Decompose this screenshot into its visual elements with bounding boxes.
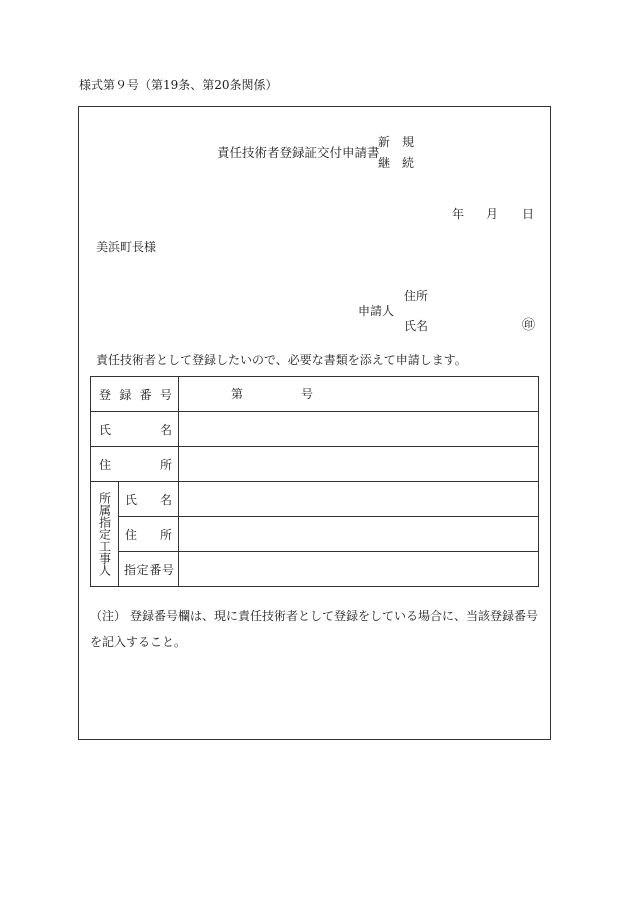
label-char: 定 xyxy=(136,562,149,577)
table-row xyxy=(91,377,539,412)
name-field[interactable] xyxy=(179,412,539,447)
designation-number-label-cell xyxy=(119,552,179,587)
registration-number-field[interactable] xyxy=(179,377,539,412)
contractor-label: 所属指定工事人 xyxy=(97,492,112,576)
applicant-name-label: 氏名 xyxy=(404,319,429,333)
registration-number-label xyxy=(91,386,178,403)
label-char: 号 xyxy=(159,387,172,402)
label-char: 番 xyxy=(139,387,152,402)
label-char: 号 xyxy=(161,562,174,577)
registration-number-go: 号 xyxy=(301,387,314,401)
designation-number-label xyxy=(119,561,178,578)
type-option-continue: 継 続 xyxy=(378,156,415,170)
designation-number-field[interactable] xyxy=(179,552,539,587)
table-row xyxy=(91,447,539,482)
name-label-cell xyxy=(91,412,179,447)
label-char: 番 xyxy=(149,562,162,577)
address-label-cell xyxy=(91,447,179,482)
form-title: 責任技術者登録証交付申請書 xyxy=(217,145,380,160)
date-year: 年 xyxy=(452,207,465,221)
addressee: 美浜町長様 xyxy=(96,240,157,254)
address-field[interactable] xyxy=(179,447,539,482)
contractor-name-label xyxy=(119,491,178,508)
applicant-address-label: 住所 xyxy=(404,289,429,303)
table-row xyxy=(91,517,539,552)
date-day: 日 xyxy=(522,207,535,221)
contractor-group-cell xyxy=(91,482,119,587)
table-row xyxy=(91,412,539,447)
label-char: 指 xyxy=(124,562,137,577)
label-char: 登 xyxy=(99,387,112,402)
date-month: 月 xyxy=(486,207,499,221)
registration-number-label-cell xyxy=(91,377,179,412)
note-prefix: （注） xyxy=(90,609,127,623)
label-char: 氏 xyxy=(125,492,138,507)
applicant-label: 申請人 xyxy=(358,304,395,318)
label-char: 住 xyxy=(125,527,138,542)
table-row xyxy=(91,482,539,517)
statement: 責任技術者として登録したいので、必要な書類を添えて申請します。 xyxy=(96,353,467,367)
address-label xyxy=(91,456,178,473)
label-char: 名 xyxy=(159,422,172,437)
registration-number-dai: 第 xyxy=(231,387,244,401)
label-char: 所 xyxy=(159,457,172,472)
contractor-address-label xyxy=(119,526,178,543)
contractor-address-label-cell xyxy=(119,517,179,552)
note xyxy=(90,603,550,655)
registration-table xyxy=(90,376,539,587)
form-id: 様式第９号（第19条、第20条関係） xyxy=(79,78,278,92)
type-option-new: 新 規 xyxy=(378,135,415,149)
label-char: 住 xyxy=(99,457,112,472)
contractor-name-field[interactable] xyxy=(179,482,539,517)
label-char: 名 xyxy=(159,492,172,507)
note-text: 登録番号欄は、現に責任技術者として登録をしている場合に、当該登録番号を記入すること。 xyxy=(90,609,539,649)
contractor-name-label-cell xyxy=(119,482,179,517)
seal-mark: ㊞ xyxy=(522,318,536,333)
name-label xyxy=(91,421,178,438)
label-char: 氏 xyxy=(99,422,112,437)
table-row xyxy=(91,552,539,587)
label-char: 録 xyxy=(119,387,132,402)
contractor-address-field[interactable] xyxy=(179,517,539,552)
label-char: 所 xyxy=(159,527,172,542)
